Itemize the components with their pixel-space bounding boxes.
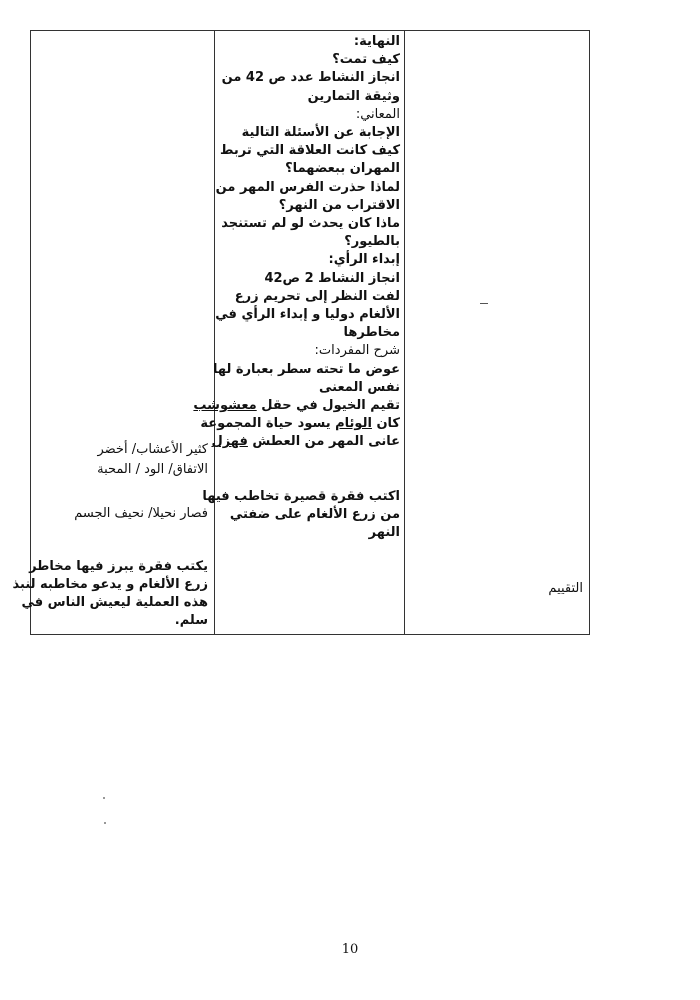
answer-paragraph-line: زرع الألغام و يدعو مخاطبه لنبذ <box>12 577 208 592</box>
underlined-word: فهزل <box>211 434 248 450</box>
activity-line: ماذا كان يحدث لو لم تستنجد <box>221 216 400 232</box>
answer-paragraph-line: هذه العملية ليعيش الناس في <box>21 595 208 610</box>
task-line: من زرع الألغام على ضفتي <box>229 506 400 522</box>
activity-line: لفت النظر إلى تحريم زرع <box>234 288 400 304</box>
activity-line: انجاز النشاط 2 ص42 <box>264 270 400 286</box>
stage-column <box>404 31 589 634</box>
underlined-word: معشوشب <box>193 398 257 414</box>
synonym-answer: الاتفاق/ الود / المحبة <box>97 462 208 477</box>
activity-line: بالطيور؟ <box>344 234 400 250</box>
task-line: النهر <box>368 525 400 541</box>
activities-text <box>213 33 400 397</box>
scan-speck <box>103 797 105 799</box>
activities-column <box>193 31 404 634</box>
activity-line: عوض ما تحته سطر بعبارة لها <box>213 361 400 377</box>
activity-line: مخاطرها <box>343 325 400 341</box>
scan-speck <box>104 822 106 824</box>
activity-line: كيف كانت العلاقة التي تربط <box>219 143 400 159</box>
vocab-sentence-1: تقيم الخيول في حقل معشوشب <box>193 398 400 414</box>
activity-line: نفس المعنى <box>319 379 400 395</box>
task-line: اكتب فقرة قصيرة تخاطب فيها <box>202 488 400 504</box>
synonym-answer: كثير الأعشاب/ أخضر <box>97 442 208 457</box>
answer-paragraph-line: سلم. <box>174 613 208 628</box>
activity-line: النهاية: <box>353 34 400 49</box>
answers-column <box>12 31 214 634</box>
evaluation-label: التقييم <box>548 581 583 596</box>
scan-mark <box>480 303 488 304</box>
page-number: 10 <box>341 942 359 957</box>
underlined-word: الوئام <box>335 416 372 432</box>
activity-line: الألغام دوليا و إبداء الرأي في <box>215 307 400 323</box>
lesson-table <box>12 30 590 635</box>
activity-line: انجاز النشاط عدد ص 42 من <box>221 70 400 86</box>
activity-line: لماذا حذرت الفرس المهر من <box>215 179 400 195</box>
activity-line: الاقتراب من النهر؟ <box>278 197 400 213</box>
vocab-sentence-3: عانى المهر من العطش فهزل <box>211 434 400 450</box>
synonym-answer: فصار نحيلا/ نحيف الجسم <box>74 506 208 521</box>
activity-line: كيف تمت؟ <box>332 52 400 68</box>
vocab-sentence-2: كان الوئام يسود حياة المجموعة <box>200 416 400 432</box>
activity-line: المعاني: <box>355 106 400 122</box>
answer-paragraph-line: يكتب فقرة يبرز فيها مخاطر <box>29 559 208 574</box>
activity-line: وثيقة التمارين <box>307 88 400 104</box>
activity-line: شرح المفردات: <box>314 343 400 359</box>
activity-line: الإجابة عن الأسئلة التالية <box>241 125 400 141</box>
activity-line: المهران ببعضهما؟ <box>285 161 400 177</box>
activity-line: إبداء الرأي: <box>328 252 400 268</box>
